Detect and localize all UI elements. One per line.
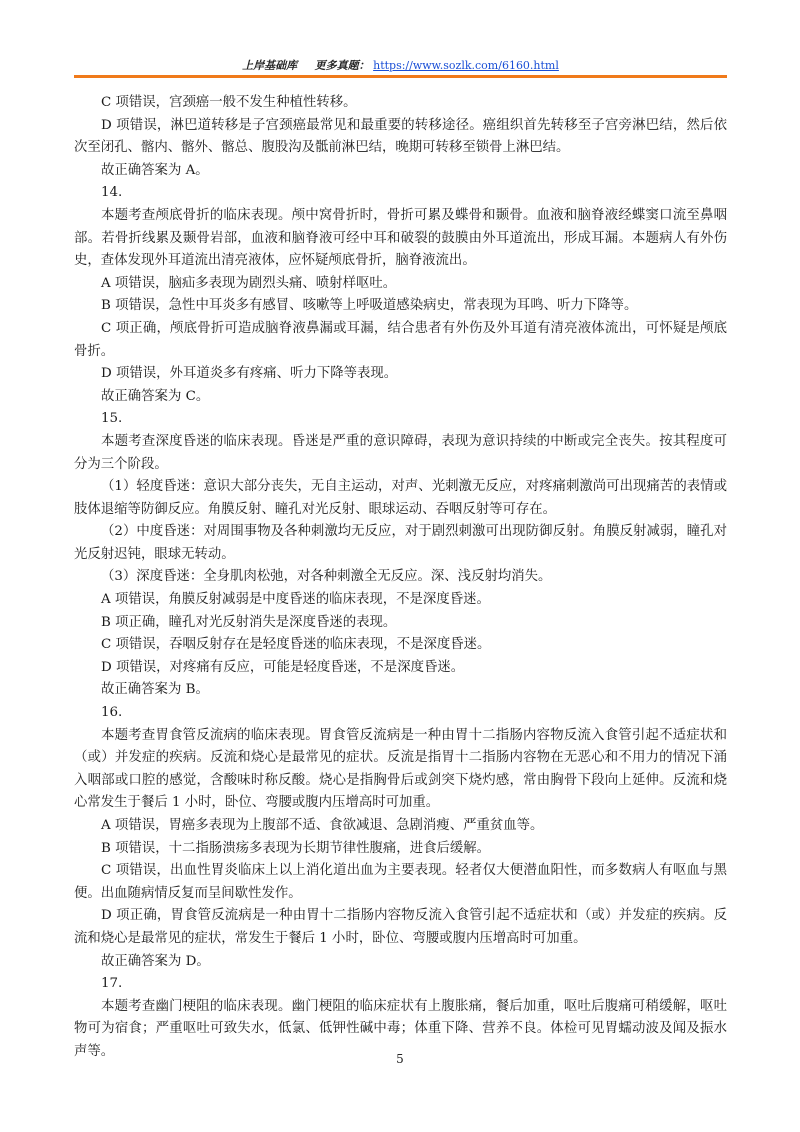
paragraph: A 项错误，角膜反射减弱是中度昏迷的临床表现，不是深度昏迷。	[101, 592, 490, 608]
paragraph: B 项错误，急性中耳炎多有感冒、咳嗽等上呼吸道感染病史，常表现为耳鸣、听力下降等。	[101, 298, 638, 314]
paragraph: 本题考查胃食管反流病的临床表现。胃食管反流病是一种由胃十二指肠内容物反流入食管引起不适症状和（或）并发症的疾病。反流和烧心是最常见的症状。反流是指胃十二指肠内容物在无恶心和不用力的情况下涌入咽部或口腔的感觉，含酸味时称反酸。烧心是指胸骨后或剑突下烧灼感，常由胸骨下段向上延伸。反流和烧心常发生于餐后 1 小时，卧位、弯腰或腹内压增高时可加重。	[74, 727, 727, 811]
header-link[interactable]: https://www.sozlk.com/6160.html	[373, 59, 559, 72]
paragraph: D 项错误，外耳道炎多有疼痛、听力下降等表现。	[101, 366, 398, 382]
paragraph: 本题考查颅底骨折的临床表现。颅中窝骨折时，骨折可累及蝶骨和颞骨。血液和脑脊液经蝶窦口流至鼻咽部。若骨折线累及颞骨岩部，血液和脑脊液可经中耳和破裂的鼓膜由外耳道流出，形成耳漏。本题病人有外伤史，查体发现外耳道流出清亮液体，应怀疑颅底骨折，脑脊液流出。	[74, 207, 727, 269]
paragraph: 本题考查深度昏迷的临床表现。昏迷是严重的意识障碍，表现为意识持续的中断或完全丧失。按其程度可分为三个阶段。	[74, 433, 727, 472]
paragraph: D 项错误，对疼痛有反应，可能是轻度昏迷，不是深度昏迷。	[101, 659, 465, 675]
header-brand: 上岸基础库	[242, 59, 298, 72]
header-divider	[74, 75, 727, 78]
paragraph: A 项错误，脑疝多表现为剧烈头痛、喷射样呕吐。	[101, 275, 397, 291]
page-number: 5	[396, 1052, 404, 1066]
paragraph: 故正确答案为 B。	[101, 682, 209, 698]
question-number: 16.	[101, 705, 123, 721]
paragraph: 故正确答案为 D。	[101, 953, 210, 969]
page-header	[74, 56, 727, 76]
paragraph: A 项错误，胃癌多表现为上腹部不适、食欲减退、急剧消瘦、严重贫血等。	[101, 818, 544, 833]
question-number: 14.	[101, 185, 123, 201]
paragraph: C 项错误，宫颈癌一般不发生种植性转移。	[101, 95, 357, 110]
paragraph: D 项正确，胃食管反流病是一种由胃十二指肠内容物反流入食管引起不适症状和（或）并发症的疾病。反流和烧心是最常见的症状，常发生于餐后 1 小时，卧位、弯腰或腹内压增高时可加重。	[74, 908, 727, 946]
paragraph: B 项错误，十二指肠溃疡多表现为长期节律性腹痛，进食后缓解。	[101, 840, 491, 856]
paragraph: C 项正确，颅底骨折可造成脑脊液鼻漏或耳漏，结合患者有外伤及外耳道有清亮液体流出，可怀疑是颅底骨折。	[74, 320, 727, 359]
paragraph: C 项错误，出血性胃炎临床上以上消化道出血为主要表现。轻者仅大便潜血阳性，而多数病人有呕血与黑便。出血随病情反复而呈间歇性发作。	[74, 863, 727, 901]
header-label: 更多真题：	[314, 59, 370, 72]
paragraph: （3）深度昏迷：全身肌肉松弛，对各种刺激全无反应。深、浅反射均消失。	[101, 569, 552, 585]
document-body	[74, 92, 727, 1064]
paragraph: 故正确答案为 C。	[101, 388, 210, 404]
paragraph: D 项错误，淋巴道转移是子宫颈癌最常见和最重要的转移途径。癌组织首先转移至子宫旁淋巴结，然后依次至闭孔、髂内、髂外、髂总、腹股沟及骶前淋巴结，晚期可转移至锁骨上淋巴结。	[74, 117, 727, 156]
paragraph: 故正确答案为 A。	[101, 162, 209, 178]
paragraph: C 项错误，吞咽反射存在是轻度昏迷的临床表现，不是深度昏迷。	[101, 637, 491, 653]
paragraph: B 项正确，瞳孔对光反射消失是深度昏迷的表现。	[101, 614, 397, 630]
question-number: 15.	[101, 411, 123, 427]
paragraph: （1）轻度昏迷：意识大部分丧失，无自主运动，对声、光刺激无反应，对疼痛刺激尚可出现痛苦的表情或肢体退缩等防御反应。角膜反射、瞳孔对光反射、眼球运动、吞咽反射等可存在。	[74, 479, 727, 517]
question-number: 17.	[101, 976, 123, 992]
paragraph: （2）中度昏迷：对周围事物及各种刺激均无反应，对于剧烈刺激可出现防御反射。角膜反射减弱，瞳孔对光反射迟钝，眼球无转动。	[74, 524, 727, 562]
paragraph: 本题考查幽门梗阻的临床表现。幽门梗阻的临床症状有上腹胀痛，餐后加重，呕吐后腹痛可稍缓解，呕吐物可为宿食；严重呕吐可致失水，低氯、低钾性碱中毒；体重下降、营养不良。体检可见胃蠕动波及闻及振水声等。	[74, 998, 727, 1059]
